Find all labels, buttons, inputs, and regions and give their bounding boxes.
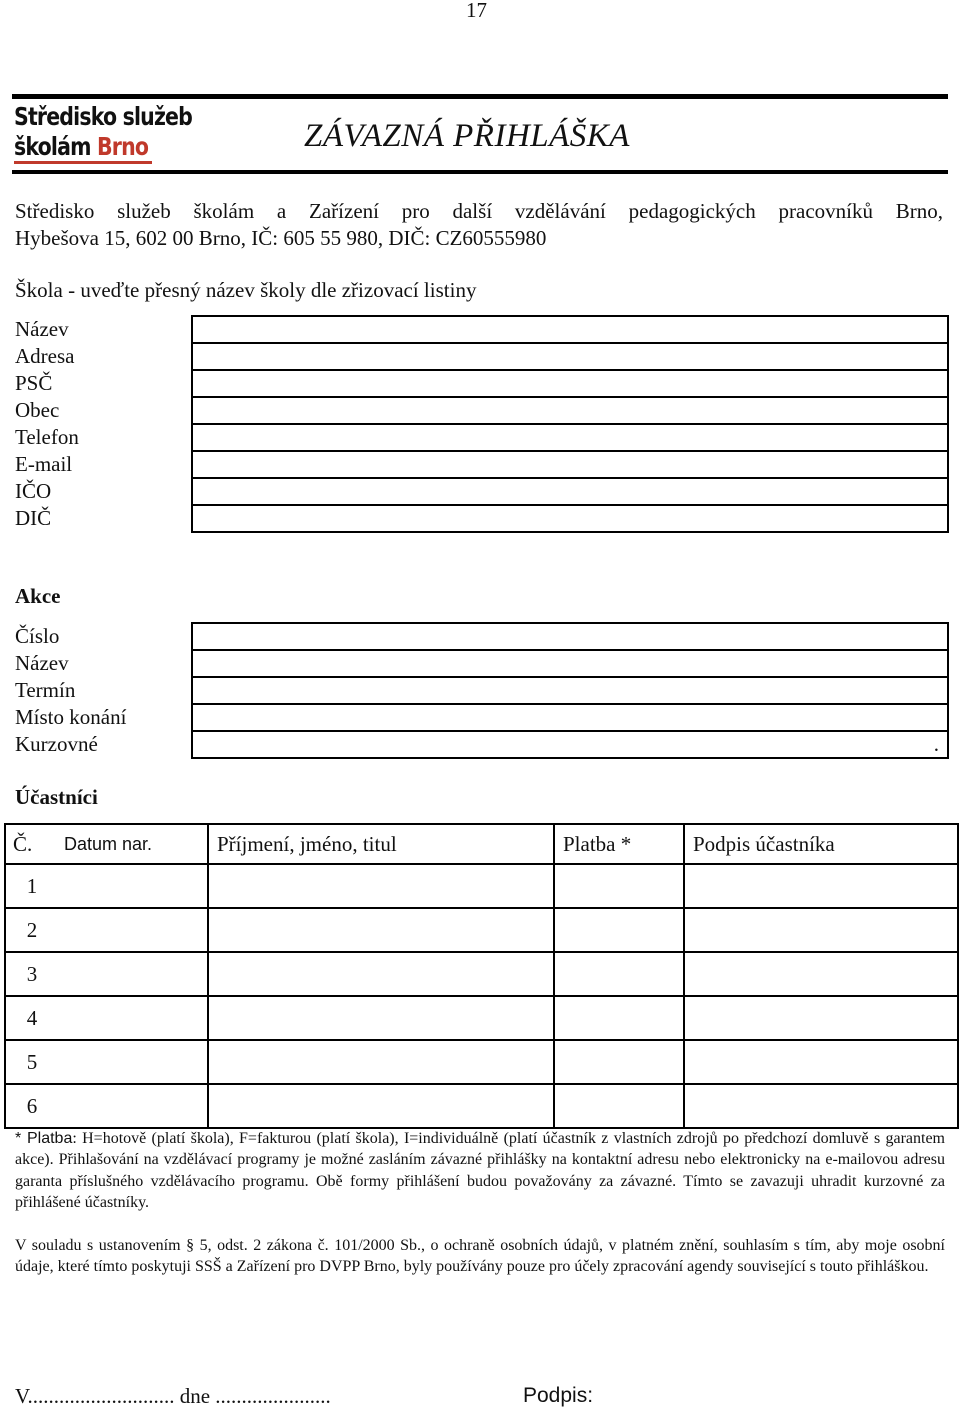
column-header-number: Č. <box>5 824 58 864</box>
participant-signature-field[interactable] <box>684 1084 958 1128</box>
school-label-adresa: Adresa <box>15 344 75 368</box>
event-row-nazev <box>4 650 948 677</box>
participant-row <box>5 952 958 996</box>
participant-row <box>5 908 958 952</box>
participant-row <box>5 996 958 1040</box>
school-row-nazev <box>4 316 948 343</box>
event-field-cislo[interactable] <box>192 623 948 650</box>
participant-signature-field[interactable] <box>684 996 958 1040</box>
school-label-e-mail: E-mail <box>15 452 73 476</box>
participant-name-field[interactable] <box>208 952 554 996</box>
event-row-termin <box>4 677 948 704</box>
place-date-field[interactable]: V............................ dne ...................... <box>15 1384 331 1408</box>
participant-signature-field[interactable] <box>684 952 958 996</box>
organization-logo <box>14 102 193 166</box>
school-row-psc <box>4 370 948 397</box>
participant-number: 6 <box>5 1084 58 1128</box>
participant-name-field[interactable] <box>208 1084 554 1128</box>
participant-name-field[interactable] <box>208 864 554 908</box>
participant-birth-date-field[interactable] <box>58 1084 208 1128</box>
event-label-termin: Termín <box>15 678 76 702</box>
school-row-obec <box>4 397 948 424</box>
footnote-text: : H=hotově (platí škola), F=fakturou (platí škola), I=individuálně (platí účastník z vlastních zdrojů po předchozí domluvě s garantem akce). Přihlašování na vzdělávací programy je možné zasláním závazné přihlášky na kontaktní adresu nebo elektronicky na e-mailovou adresu garanta příslušného vzdělávacího programu. Obě formy přihlášení budou považovány za závazné. Tímto se zavazuji uhradit kurzovné za přihlášené účastníky. <box>15 1130 945 1211</box>
column-header-payment: Platba * <box>554 824 684 864</box>
form-title: ZÁVAZNÁ PŘIHLÁŠKA <box>304 118 630 154</box>
participant-row <box>5 1040 958 1084</box>
participants-table <box>4 823 959 1129</box>
event-section-heading: Akce <box>15 584 61 608</box>
participant-birth-date-field[interactable] <box>58 1040 208 1084</box>
consent-paragraph: V souladu s ustanovením § 5, odst. 2 zákona č. 101/2000 Sb., o ochraně osobních údajů, v platném znění, souhlasím s tím, aby moje osobní údaje, které tímto poskytuji SSŠ a Zařízení pro DVPP Brno, byly používány pouze pro účely zpracování agendy související s touto přihláškou. <box>15 1237 945 1276</box>
school-field-nazev[interactable] <box>192 316 948 343</box>
column-header-name: Příjmení, jméno, titul <box>208 824 554 864</box>
event-row-misto-konani <box>4 704 948 731</box>
logo-line-2 <box>14 134 148 159</box>
event-field-kurzovne[interactable]: . <box>192 731 948 758</box>
school-row-adresa <box>4 343 948 370</box>
participant-birth-date-field[interactable] <box>58 952 208 996</box>
organization-line-1: Středisko služeb školám a Zařízení pro další vzdělávání pedagogických pracovníků Brno, <box>15 199 943 223</box>
school-field-e-mail[interactable] <box>192 451 948 478</box>
header-rule-top <box>12 94 948 99</box>
event-label-cislo: Číslo <box>15 624 60 648</box>
school-label-nazev: Název <box>15 317 69 341</box>
school-field-adresa[interactable] <box>192 343 948 370</box>
event-row-kurzovne <box>4 731 948 758</box>
event-field-nazev[interactable] <box>192 650 948 677</box>
school-field-dic[interactable] <box>192 505 948 532</box>
school-row-telefon <box>4 424 948 451</box>
page-number: 17 <box>466 0 487 22</box>
logo-brand-brno: Brno <box>96 132 149 161</box>
school-field-obec[interactable] <box>192 397 948 424</box>
participant-signature-field[interactable] <box>684 908 958 952</box>
school-label-ico: IČO <box>15 479 52 503</box>
school-field-ico[interactable] <box>192 478 948 505</box>
participant-birth-date-field[interactable] <box>58 996 208 1040</box>
participant-payment-field[interactable] <box>554 996 684 1040</box>
participant-row <box>5 1084 958 1128</box>
school-field-telefon[interactable] <box>192 424 948 451</box>
column-header-signature: Podpis účastníka <box>684 824 958 864</box>
logo-line-1: Středisko služeb <box>14 102 193 131</box>
payment-footnote <box>15 1128 945 1213</box>
organization-line-2: Hybešova 15, 602 00 Brno, IČ: 605 55 980, DIČ: CZ60555980 <box>15 226 547 250</box>
logo-underline <box>14 161 152 164</box>
logo-line-2-prefix: školám <box>14 132 97 161</box>
participant-number: 5 <box>5 1040 58 1084</box>
event-label-misto-konani: Místo konání <box>15 705 127 729</box>
participant-payment-field[interactable] <box>554 1040 684 1084</box>
column-header-birth-date: Datum nar. <box>58 824 208 864</box>
participant-name-field[interactable] <box>208 1040 554 1084</box>
event-field-termin[interactable] <box>192 677 948 704</box>
event-label-kurzovne: Kurzovné <box>15 732 98 756</box>
participant-payment-field[interactable] <box>554 952 684 996</box>
school-field-psc[interactable] <box>192 370 948 397</box>
school-fields-table <box>4 315 949 533</box>
event-fields-table <box>4 622 949 759</box>
school-label-obec: Obec <box>15 398 60 422</box>
participant-name-field[interactable] <box>208 908 554 952</box>
footnote-prefix: * Platba <box>15 1130 73 1147</box>
school-row-ico <box>4 478 948 505</box>
participant-birth-date-field[interactable] <box>58 864 208 908</box>
participant-birth-date-field[interactable] <box>58 908 208 952</box>
event-label-nazev: Název <box>15 651 69 675</box>
participant-signature-field[interactable] <box>684 864 958 908</box>
header-rule-bottom <box>12 170 948 174</box>
participant-number: 4 <box>5 996 58 1040</box>
participant-payment-field[interactable] <box>554 908 684 952</box>
participant-row <box>5 864 958 908</box>
signature-label: Podpis: <box>523 1384 594 1407</box>
participant-payment-field[interactable] <box>554 864 684 908</box>
school-row-e-mail <box>4 451 948 478</box>
school-label-psc: PSČ <box>15 371 53 395</box>
participant-signature-field[interactable] <box>684 1040 958 1084</box>
participant-name-field[interactable] <box>208 996 554 1040</box>
participant-number: 2 <box>5 908 58 952</box>
event-field-misto-konani[interactable] <box>192 704 948 731</box>
school-label-dic: DIČ <box>15 506 52 530</box>
school-row-dic <box>4 505 948 532</box>
school-section-heading: Škola - uveďte přesný název školy dle zřizovací listiny <box>15 278 477 302</box>
participant-number: 3 <box>5 952 58 996</box>
event-row-cislo <box>4 623 948 650</box>
participant-payment-field[interactable] <box>554 1084 684 1128</box>
participants-header-row <box>5 824 958 864</box>
participants-section-heading: Účastníci <box>15 785 98 809</box>
participant-number: 1 <box>5 864 58 908</box>
school-label-telefon: Telefon <box>15 425 79 449</box>
